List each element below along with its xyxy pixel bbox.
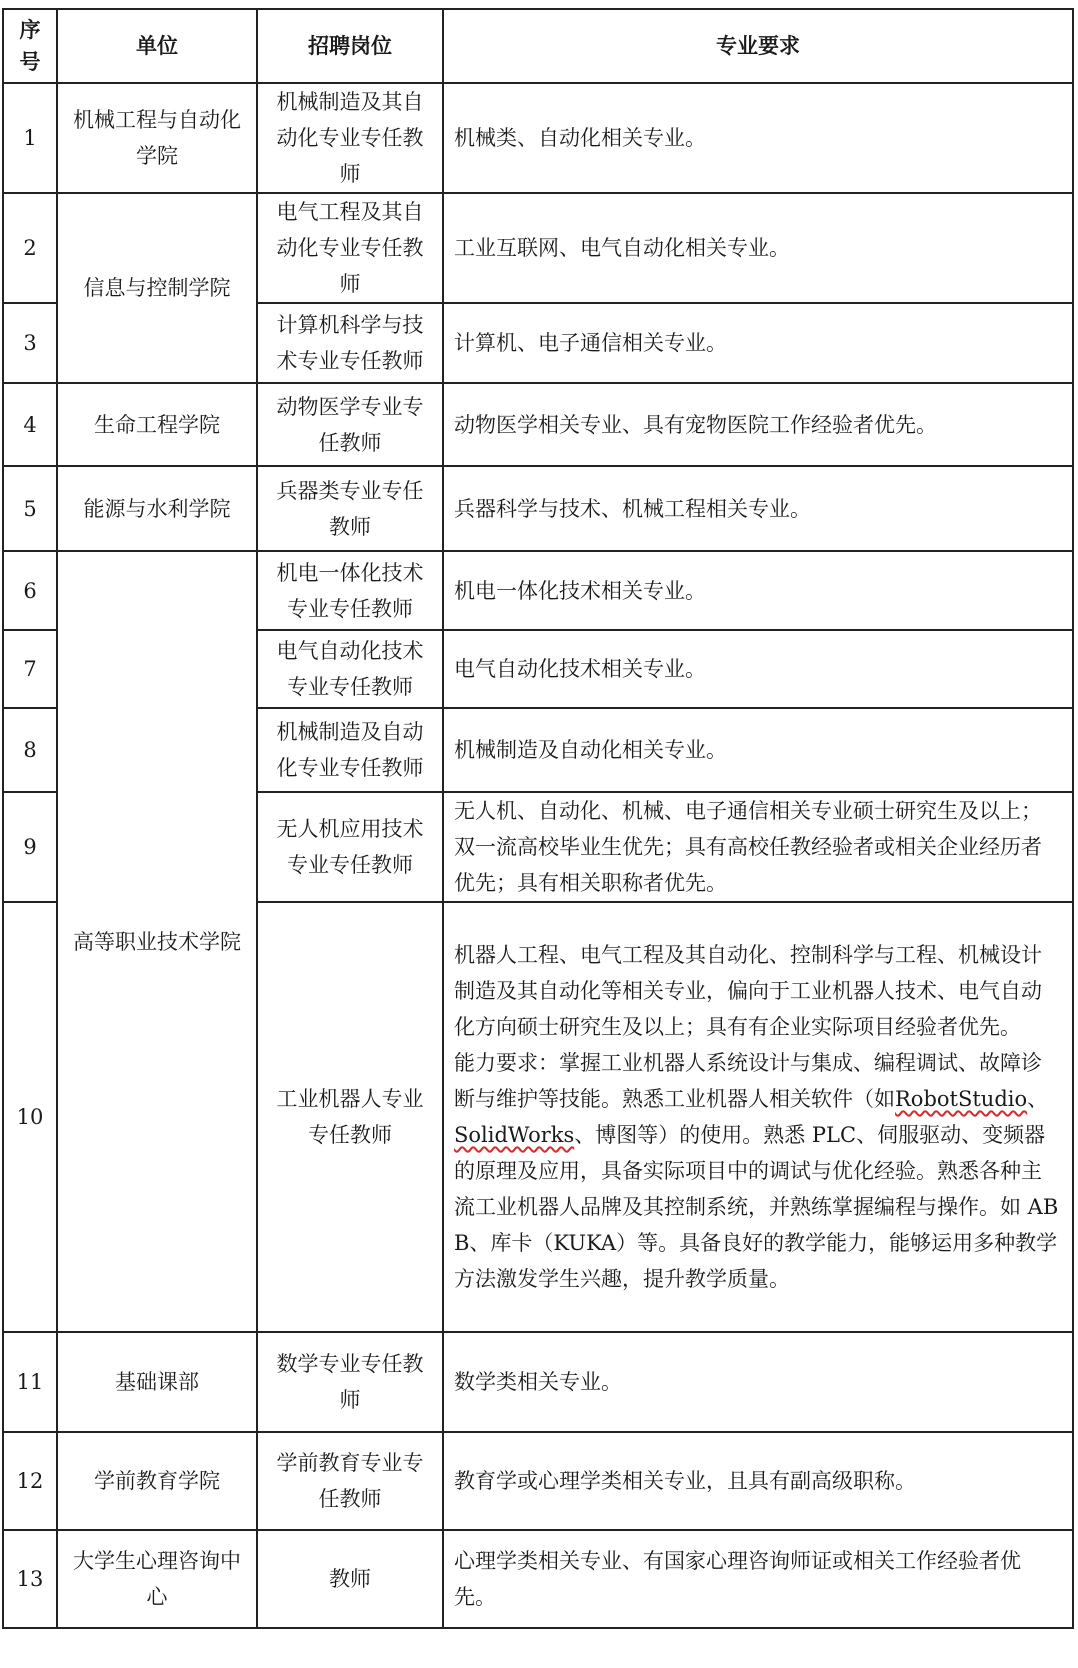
unit-cell: 生命工程学院	[57, 383, 257, 466]
unit-cell: 机械工程与自动化学院	[57, 83, 257, 193]
unit-cell: 能源与水利学院	[57, 466, 257, 551]
unit-cell: 大学生心理咨询中心	[57, 1530, 257, 1628]
table-row	[3, 551, 1073, 630]
requirement-cell: 机械类、自动化相关专业。	[443, 83, 1073, 193]
table-row	[3, 83, 1073, 193]
header-row	[3, 9, 1073, 83]
post-cell: 机械制造及其自动化专业专任教师	[257, 83, 443, 193]
row-number: 4	[3, 383, 57, 466]
requirement-cell: 机电一体化技术相关专业。	[443, 551, 1073, 630]
header-requirement: 专业要求	[443, 9, 1073, 83]
post-cell: 教师	[257, 1530, 443, 1628]
table-row	[3, 383, 1073, 466]
row-number: 12	[3, 1432, 57, 1530]
table-row	[3, 193, 1073, 303]
post-cell: 电气自动化技术专业专任教师	[257, 630, 443, 708]
row-number: 1	[3, 83, 57, 193]
post-cell: 学前教育专业专任教师	[257, 1432, 443, 1530]
row-number: 6	[3, 551, 57, 630]
requirement-cell: 数学类相关专业。	[443, 1332, 1073, 1432]
requirement-cell: 心理学类相关专业、有国家心理咨询师证或相关工作经验者优先。	[443, 1530, 1073, 1628]
header-unit: 单位	[57, 9, 257, 83]
row-number: 5	[3, 466, 57, 551]
row-number: 9	[3, 792, 57, 902]
post-cell: 动物医学专业专任教师	[257, 383, 443, 466]
requirement-cell: 无人机、自动化、机械、电子通信相关专业硕士研究生及以上；双一流高校毕业生优先；具有高校任教经验者或相关企业经历者优先；具有相关职称者优先。	[443, 792, 1073, 902]
requirement-cell: 兵器科学与技术、机械工程相关专业。	[443, 466, 1073, 551]
header-post: 招聘岗位	[257, 9, 443, 83]
post-cell: 计算机科学与技术专业专任教师	[257, 303, 443, 383]
row-number: 7	[3, 630, 57, 708]
row-number: 2	[3, 193, 57, 303]
post-cell: 机电一体化技术专业专任教师	[257, 551, 443, 630]
unit-cell: 学前教育学院	[57, 1432, 257, 1530]
table-row	[3, 1530, 1073, 1628]
requirement-cell: 电气自动化技术相关专业。	[443, 630, 1073, 708]
requirement-cell: 计算机、电子通信相关专业。	[443, 303, 1073, 383]
requirement-cell: 教育学或心理学类相关专业，且具有副高级职称。	[443, 1432, 1073, 1530]
requirement-cell: 机械制造及自动化相关专业。	[443, 708, 1073, 792]
header-number: 序号	[3, 9, 57, 83]
row-number: 11	[3, 1332, 57, 1432]
post-cell: 数学专业专任教师	[257, 1332, 443, 1432]
unit-cell: 基础课部	[57, 1332, 257, 1432]
software-name: RobotStudio	[895, 1087, 1028, 1111]
recruitment-table	[2, 8, 1074, 1629]
table-row	[3, 466, 1073, 551]
row-number: 13	[3, 1530, 57, 1628]
post-cell: 无人机应用技术专业专任教师	[257, 792, 443, 902]
post-cell: 电气工程及其自动化专业专任教师	[257, 193, 443, 303]
row-number: 8	[3, 708, 57, 792]
table-row	[3, 1432, 1073, 1530]
requirement-cell: 动物医学相关专业、具有宠物医院工作经验者优先。	[443, 383, 1073, 466]
ability-requirement-text: 能力要求：掌握工业机器人系统设计与集成、编程调试、故障诊断与维护等技能。熟悉工业机器人相关软件（如RobotStudio、SolidWorks、博图等）的使用。熟悉 PLC、伺服驱动、变频器的原理及应用，具备实际项目中的调试与优化经验。熟悉各种主流工业机器人品牌及其控制系统，并熟练掌握编程与操作。如 ABB、库卡（KUKA）等。具备良好的教学能力，能够运用多种教学方法激发学生兴趣，提升教学质量。	[454, 1051, 1059, 1291]
requirement-cell	[443, 902, 1073, 1332]
requirement-text: 机器人工程、电气工程及其自动化、控制科学与工程、机械设计制造及其自动化等相关专业，偏向于工业机器人技术、电气自动化方向硕士研究生及以上；具有有企业实际项目经验者优先。	[454, 943, 1042, 1039]
unit-cell: 信息与控制学院	[57, 193, 257, 383]
requirement-cell: 工业互联网、电气自动化相关专业。	[443, 193, 1073, 303]
table-row	[3, 1332, 1073, 1432]
post-cell: 机械制造及自动化专业专任教师	[257, 708, 443, 792]
unit-cell: 高等职业技术学院	[57, 551, 257, 1332]
post-cell: 兵器类专业专任教师	[257, 466, 443, 551]
row-number: 10	[3, 902, 57, 1332]
post-cell: 工业机器人专业专任教师	[257, 902, 443, 1332]
row-number: 3	[3, 303, 57, 383]
software-name: SolidWorks	[454, 1123, 575, 1147]
